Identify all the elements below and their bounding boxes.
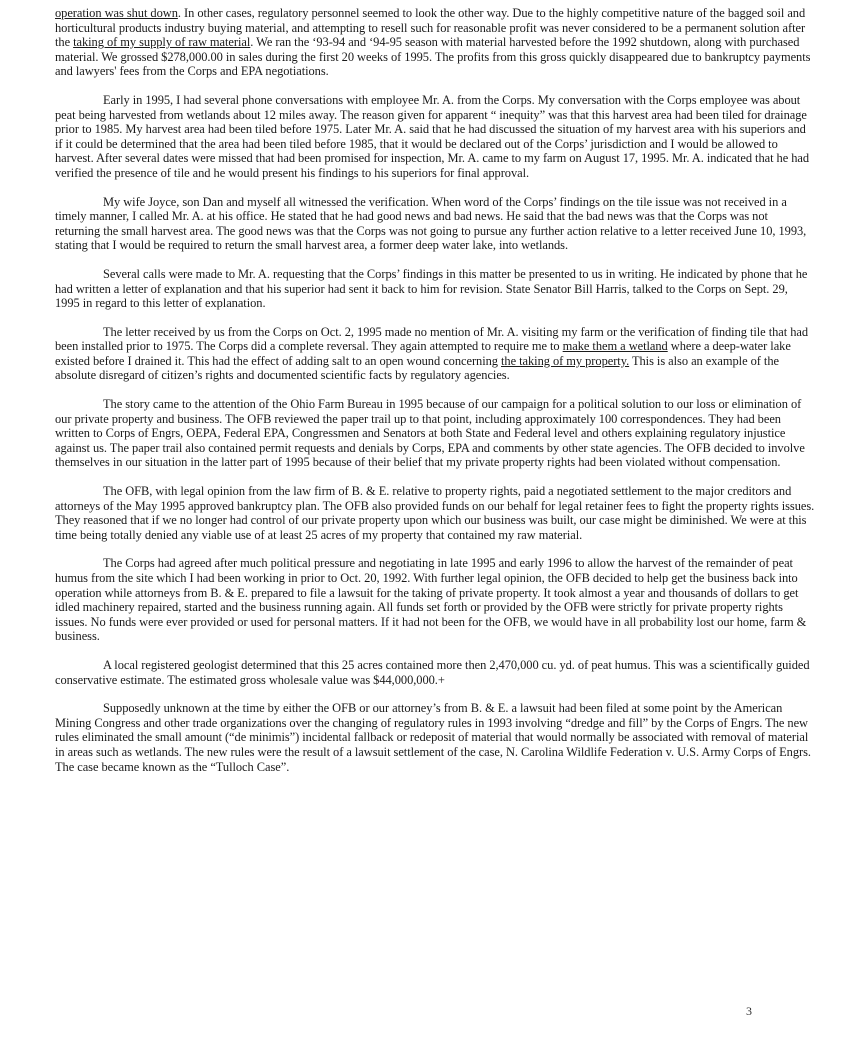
underlined-phrase: make them a wetland bbox=[562, 339, 668, 354]
paragraph-text: The letter received by us from the Corps on Oct. 2, 1995 made no mention of Mr. A. visiting my farm or the verification of finding tile that had been installed prior to 1975. The Corps did a complete reversal. They again attempted to require me to bbox=[55, 324, 809, 354]
paragraph-9: A local registered geologist determined that this 25 acres contained more then 2,470,000 cu. yd. of peat humus. This was a scientifically guided conservative estimate. The estimated gross wholesale value was $44,000,000.+ bbox=[55, 657, 810, 687]
paragraph-1 bbox=[55, 6, 815, 79]
paragraph-8: The Corps had agreed after much political pressure and negotiating in late 1995 and early 1996 to allow the harvest of the remainder of peat humus from the site which I had been working in prior to Oct. 20, 1992. With further legal opinion, the OFB decided to help get the business back into operation while attorneys from B. & E. prepared to file a lawsuit for the taking of private property. It took almost a year and thousands of dollars to get idled machinery repaired, started and the business running again. All funds set forth or provided by the OFB were strictly for private property rights issues. No funds were ever provided or used for personal matters. If it had not been for the OFB, we would have in all probability lost our home, farm & business. bbox=[55, 556, 807, 644]
paragraph-4: Several calls were made to Mr. A. requesting that the Corps’ findings in this matter be presented to us in writing. He indicated by phone that he had written a letter of explanation and that his superior had sent it back to him for revision. State Senator Bill Harris, talked to the Corps on Sept. 29, 1995 in regard to this letter of explanation. bbox=[55, 266, 808, 311]
underlined-phrase: operation was shut down bbox=[55, 6, 178, 20]
paragraph-5 bbox=[55, 325, 815, 383]
paragraph-10: Supposedly unknown at the time by either the OFB or our attorney’s from B. & E. a lawsuit had been filed at some point by the American Mining Congress and other trade organizations over the changing of regulatory rules in 1993 involving “dredge and fill” by the Corps of Engrs. The new rules eliminated the small amount (“de minimis”) incidental fallback or redeposit of material that would normally be associated with removal of material in areas such as wetlands. The new rules were the result of a lawsuit settlement of the case, N. Carolina Wildlife Federation v. U.S. Army Corps of Engrs. The case became known as the “Tulloch Case”. bbox=[55, 701, 811, 774]
paragraph-7: The OFB, with legal opinion from the law firm of B. & E. relative to property rights, paid a negotiated settlement to the major creditors and attorneys of the May 1995 approved bankruptcy plan. The OFB also provided funds on our behalf for legal retainer fees to fight the property rights issues. They reasoned that if we no longer had control of our private property upon which our business was built, our case might be diminished. We were at this time being totally denied any viable use of at least 25 acres of my property that contained my raw material. bbox=[55, 484, 815, 542]
paragraph-text: where a deep-water lake existed before I drained it. This had the effect of adding salt to an open wound concerning bbox=[55, 339, 791, 368]
underlined-phrase: taking of my supply of raw material bbox=[73, 35, 251, 50]
document-page bbox=[55, 6, 815, 788]
paragraph-text: This is also an example of the absolute disregard of citizen’s rights and documented scientific facts by regulatory agencies. bbox=[55, 353, 779, 383]
paragraph-6: The story came to the attention of the Ohio Farm Bureau in 1995 because of our campaign for a political solution to our loss or elimination of our private property and business. The OFB reviewed the paper trail up to that point, including approximately 100 correspondences. They had been written to Corps of Engrs, OEPA, Federal EPA, Congressmen and Senators at both State and Federal level and others explaining regulatory injustice against us. The paper trail also contained permit requests and denials by Corps, EPA and comments by other state agencies. The OFB decided to involve themselves in our situation in the latter part of 1995 because of their belief that my private property rights had been violated without compensation. bbox=[55, 397, 805, 470]
underlined-phrase: the taking of my property. bbox=[501, 353, 630, 368]
paragraph-2: Early in 1995, I had several phone conversations with employee Mr. A. from the Corps. My conversation with the Corps employee was about peat being harvested from wetlands about 12 miles away. The reason given for apparent “ inequity” was that this harvest area had been tiled for drainage prior to 1985. My harvest area had been tiled before 1975. Later Mr. A. said that he had discussed the situation of my harvest area with his superiors and if it could be determined that the area had been tiled before 1985, that it would be declared out of the Corps’ jurisdiction and I would be allowed to harvest. After several dates were missed that had been promised for inspection, Mr. A. came to my farm on August 17, 1995. Mr. A. indicated that he had verified the presence of tile and he would present his findings to his superiors for final approval. bbox=[55, 92, 810, 180]
paragraph-3: My wife Joyce, son Dan and myself all witnessed the verification. When word of the Corps’ findings on the tile issue was not received in a timely manner, I called Mr. A. at his office. He stated that he had good news and bad news. He said that the bad news was that the Corps was not returning the small harvest area. The good news was that the Corps was not going to pursue any further action relative to a letter received June 10, 1993, stating that I would be required to return the small harvest area, a former deep water lake, into wetlands. bbox=[55, 194, 807, 253]
paragraph-text: . We ran the ‘93-94 and ‘94-95 season with material harvested before the 1992 shutdown, along with purchased material. We grossed $278,000.00 in sales during the first 20 weeks of 1995. The profits from this gross quickly disappeared due to bankruptcy payments and lawyers' fees from the Corps and EPA negotiations. bbox=[55, 35, 811, 79]
paragraph-text: . In other cases, regulatory personnel seemed to look the other way. Due to the highly competitive nature of the bagged soil and horticultural products industry buying material, and attempting to resell such for reasonable profit was never considered to be a permanent solution after the bbox=[55, 6, 806, 50]
page-number: 3 bbox=[746, 1004, 752, 1018]
